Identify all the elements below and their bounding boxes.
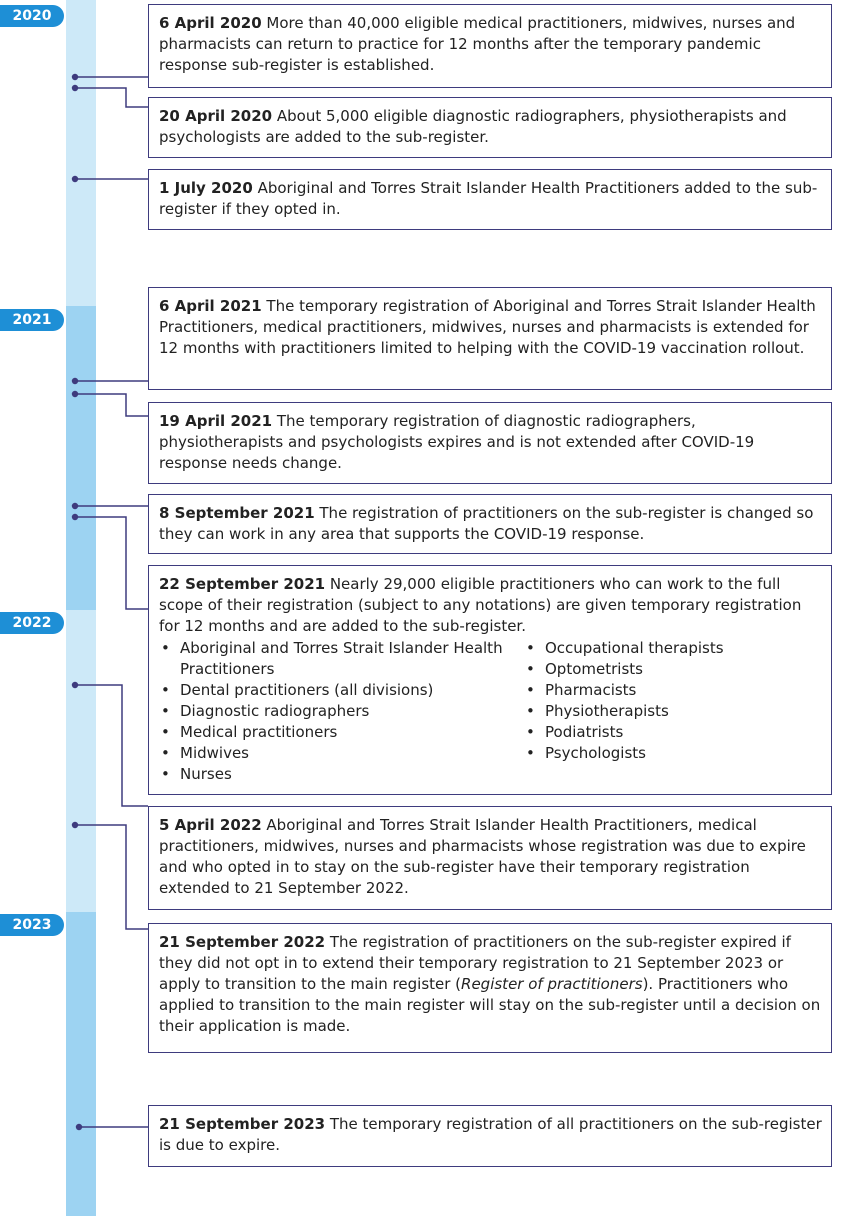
event-text: Nearly 29,000 eligible practitioners who can work to the full scope of their registration (subject to any notations) are given temporary registration for 12 months and are added to the sub-register. [159,575,802,635]
event-date: 22 September 2021 [159,575,326,593]
event-text: ). Practitioners who applied to transition to the main register will stay on the sub-register until a decision on their application is made. [159,975,821,1035]
year-badge-2020: 2020 [0,5,64,27]
list-item: • Psychologists [524,743,724,764]
list-item: • Podiatrists [524,722,724,743]
event-text: The temporary registration of diagnostic radiographers, physiotherapists and psychologists expires and is not extended after COVID-19 response needs change. [159,412,755,472]
event-text-italic: Register of practitioners [461,975,643,993]
timeline-dot [76,1124,82,1130]
event-text: The temporary registration of all practitioners on the sub-register is due to expire. [159,1115,822,1154]
event-text: The registration of practitioners on the sub-register is changed so they can work in any area that supports the COVID-19 response. [159,504,814,543]
event-date: 1 July 2020 [159,179,253,197]
list-item: • Medical practitioners [159,722,524,743]
event-date: 6 April 2020 [159,14,262,32]
connector-line [76,517,148,609]
event-date: 21 September 2022 [159,933,326,951]
event-date: 19 April 2021 [159,412,273,430]
list-item: • Dental practitioners (all divisions) [159,680,524,701]
event-box-1-july-2020 [148,169,832,230]
timeline-dot [72,514,78,520]
list-item: • Occupational therapists [524,638,724,659]
event-date: 5 April 2022 [159,816,262,834]
year-badge-2022: 2022 [0,612,64,634]
event-box-21-september-2023 [148,1105,832,1167]
event-text: The temporary registration of Aboriginal and Torres Strait Islander Health Practitioners, medical practitioners, midwives, nurses and pharmacists is extended for 12 months with practitioners limited to helping with the COVID-19 vaccination rollout. [159,297,816,357]
connector-line [76,825,148,929]
list-item: • Midwives [159,743,524,764]
year-badge-2021: 2021 [0,309,64,331]
event-text: Aboriginal and Torres Strait Islander Health Practitioners added to the sub-register if they opted in. [159,179,818,218]
timeline-dot [72,378,78,384]
practitioner-list-left [159,638,524,785]
list-item: • Aboriginal and Torres Strait Islander Health Practitioners [159,638,524,680]
timeline-dot [72,391,78,397]
connector-line [76,685,148,806]
event-box-6-april-2021 [148,287,832,390]
event-box-22-september-2021 [148,565,832,795]
event-box-5-april-2022 [148,806,832,910]
event-date: 8 September 2021 [159,504,315,522]
timeline-dot [72,682,78,688]
practitioner-lists [159,638,822,785]
event-text: More than 40,000 eligible medical practitioners, midwives, nurses and pharmacists can return to practice for 12 months after the temporary pandemic response sub-register is established. [159,14,796,74]
connector-line [76,88,148,107]
event-box-21-september-2022 [148,923,832,1053]
event-text: The registration of practitioners on the sub-register expired if they did not opt in to extend their temporary registration to 21 September 2023 or apply to transition to the main register ( [159,933,791,993]
event-box-19-april-2021 [148,402,832,484]
list-item: • Physiotherapists [524,701,724,722]
timeline-dot [72,176,78,182]
event-date: 21 September 2023 [159,1115,326,1133]
year-badge-2023: 2023 [0,914,64,936]
event-text: About 5,000 eligible diagnostic radiographers, physiotherapists and psychologists are added to the sub-register. [159,107,787,146]
event-box-20-april-2020 [148,97,832,158]
timeline-dot [72,822,78,828]
event-date: 20 April 2020 [159,107,273,125]
timeline-dot [72,503,78,509]
event-text: Aboriginal and Torres Strait Islander Health Practitioners, medical practitioners, midwives, nurses and pharmacists whose registration was due to expire and who opted in to stay on the sub-register have their temporary registration extended to 21 September 2022. [159,816,806,897]
connector-line [76,394,148,416]
list-item: • Pharmacists [524,680,724,701]
event-date: 6 April 2021 [159,297,262,315]
event-box-6-april-2020 [148,4,832,88]
timeline-dot [72,85,78,91]
event-box-8-september-2021 [148,494,832,554]
timeline-dot [72,74,78,80]
practitioner-list-right [524,638,724,785]
list-item: • Diagnostic radiographers [159,701,524,722]
list-item: • Optometrists [524,659,724,680]
list-item: • Nurses [159,764,524,785]
